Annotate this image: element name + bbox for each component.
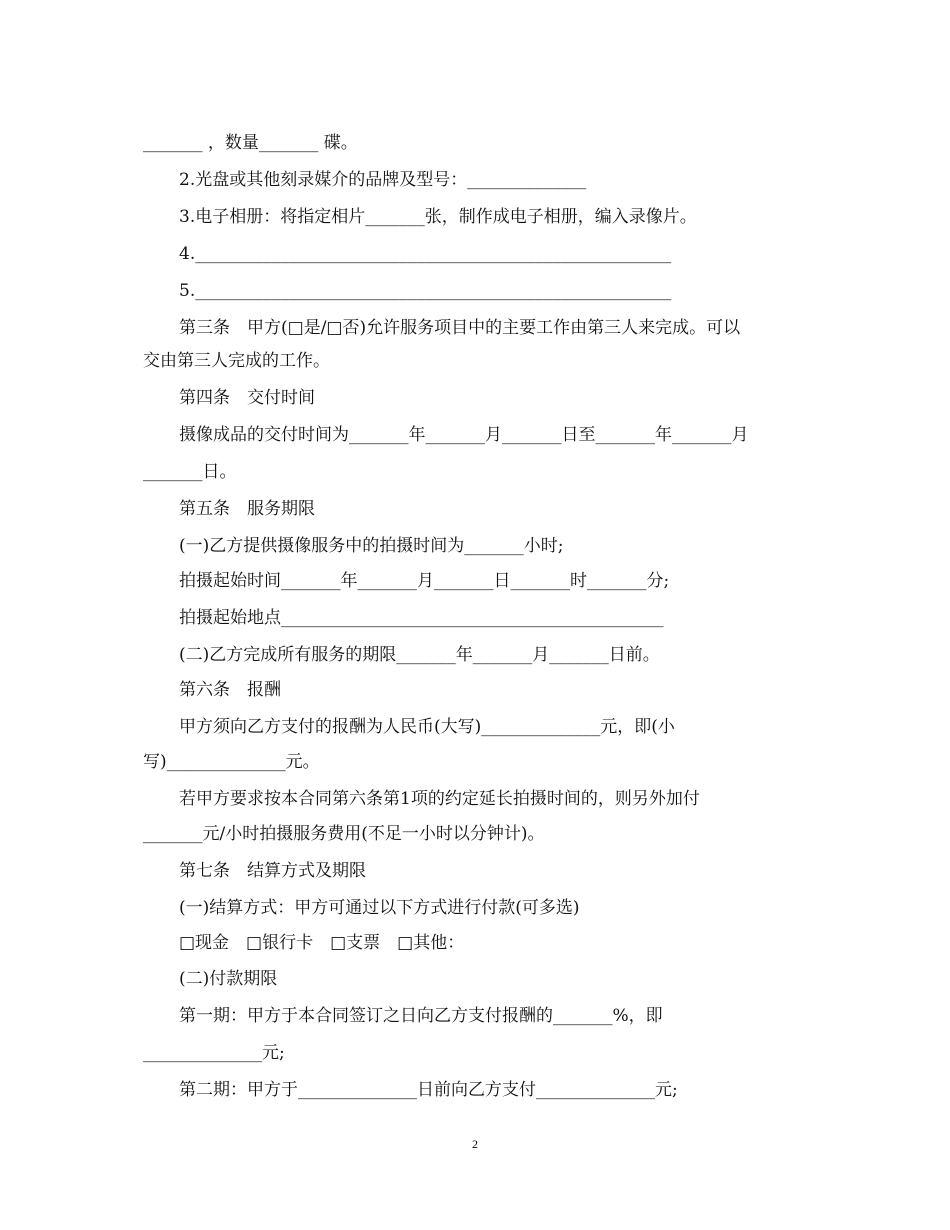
text-line: 摄像成品的交付时间为_______年_______月_______日至_______年_______月 bbox=[179, 425, 749, 445]
text-line: (二)付款期限 bbox=[179, 969, 278, 989]
text-line: (一)结算方式：甲方可通过以下方式进行付款(可多选) bbox=[179, 898, 580, 918]
text-line: 第一期：甲方于本合同签订之日向乙方支付报酬的_______%，即 bbox=[179, 1006, 663, 1026]
text-line: 拍摄起始时间_______年_______月_______日_______时_______分; bbox=[179, 571, 670, 591]
text-line: 2.光盘或其他刻录媒介的品牌及型号：______________ bbox=[179, 170, 587, 190]
article-4-heading: 第四条 交付时间 bbox=[179, 388, 315, 408]
text-line: _______元/小时拍摄服务费用(不足一小时以分钟计)。 bbox=[143, 824, 545, 844]
text-line: 甲方须向乙方支付的报酬为人民币(大写)______________元，即(小 bbox=[179, 717, 675, 737]
article-5-heading: 第五条 服务期限 bbox=[179, 499, 315, 519]
text-line: 5.________________________________________________________ bbox=[179, 281, 672, 301]
text-line: 拍摄起始地点_____________________________________________ bbox=[179, 608, 664, 628]
text-line: 写)______________元。 bbox=[143, 752, 320, 772]
text-line: 3.电子相册：将指定相片_______张，制作成电子相册，编入录像片。 bbox=[179, 207, 697, 227]
payment-options: □现金 □银行卡 □支票 □其他： bbox=[179, 933, 465, 953]
text-line: ______________元; bbox=[143, 1043, 285, 1063]
text-line: 4.________________________________________________________ bbox=[179, 244, 672, 264]
article-7-heading: 第七条 结算方式及期限 bbox=[179, 861, 366, 881]
article-3: 第三条 甲方(□是/□否)允许服务项目中的主要工作由第三人来完成。可以 bbox=[179, 318, 741, 338]
text-line: 交由第三人完成的工作。 bbox=[143, 351, 330, 371]
text-line: 第二期：甲方于______________日前向乙方支付______________元; bbox=[179, 1080, 678, 1100]
article-6-heading: 第六条 报酬 bbox=[179, 680, 281, 700]
page-number: 2 bbox=[472, 1137, 478, 1151]
text-line: (二)乙方完成所有服务的期限_______年_______月_______日前。 bbox=[179, 645, 660, 665]
text-line: _______ ，数量_______ 碟。 bbox=[143, 133, 358, 153]
text-line: _______日。 bbox=[143, 462, 237, 482]
text-line: (一)乙方提供摄像服务中的拍摄时间为_______小时; bbox=[179, 536, 564, 556]
text-line: 若甲方要求按本合同第六条第1项的约定延长拍摄时间的，则另外加付 bbox=[179, 789, 700, 809]
